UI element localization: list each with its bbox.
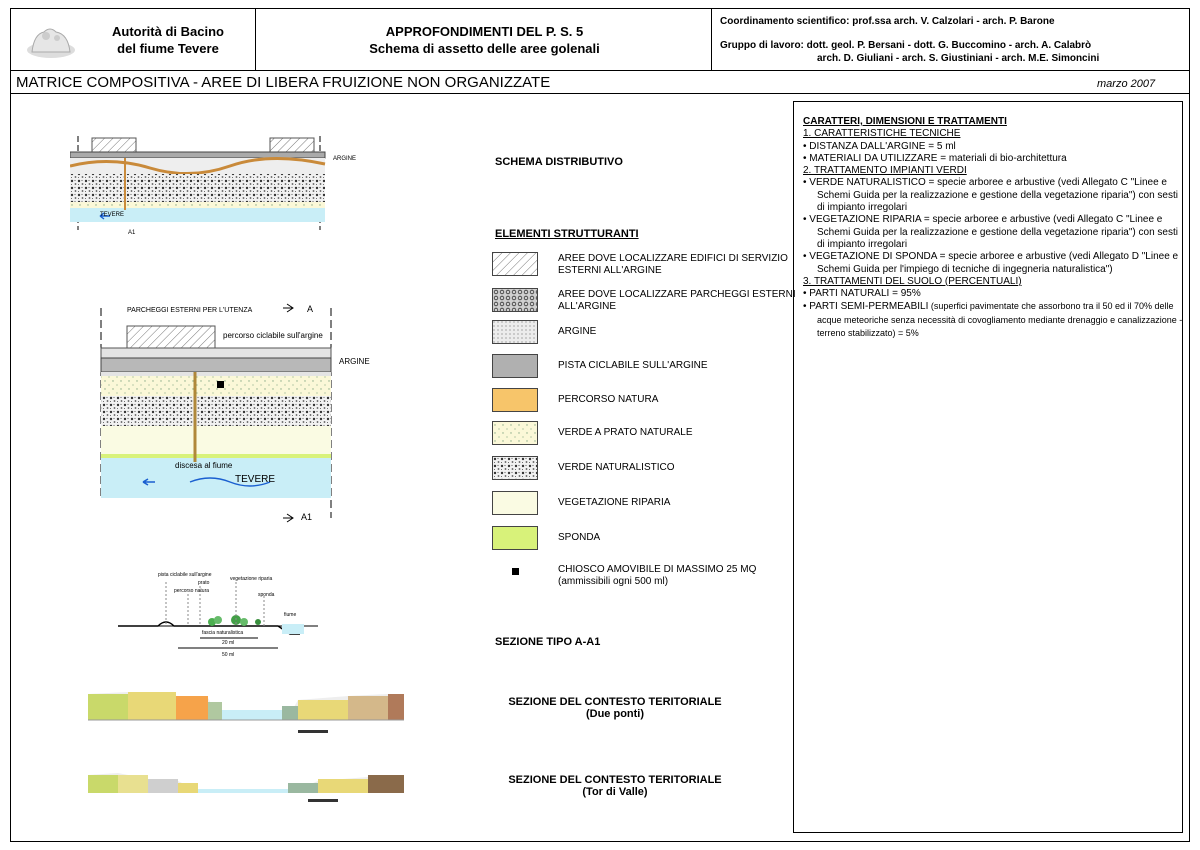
header-divider [255,9,256,71]
sec-dim1-label: 20 ml [222,640,235,646]
sec-vegetazione-label: vegetazione riparia [230,576,273,582]
legend-label: CHIOSCO AMOVIBILE DI MASSIMO 25 MQ (ammissibili ogni 500 ml) [558,564,757,587]
sec-fiume-label: fiume [284,612,297,618]
header-divider [711,9,712,71]
legend-swatch [492,320,538,344]
elementi-strutturanti-title: ELEMENTI STRUTTURANTI [495,228,639,240]
coordination-credit: Coordinamento scientifico: prof.ssa arch. V. Calzolari - arch. P. Barone [720,16,1055,27]
legend-label: AREE DOVE LOCALIZZARE PARCHEGGI ESTERNI ALL'ARGINE [558,289,796,312]
main-tevere-label: TEVERE [235,474,276,485]
section3-item-natural: • PARTI NATURALI = 95% [803,288,1183,300]
authority-line2: del fiume Tevere [117,41,219,56]
legend-label: PISTA CICLABILE SULL'ARGINE [558,360,708,371]
legend-swatch [492,288,538,312]
section1-heading: 1. CARATTERISTICHE TECNICHE [803,128,961,140]
header-rule [10,70,1190,71]
doc-title-line2: Schema di assetto delle aree golenali [369,41,600,56]
bullet-item: • DISTANZA DALL'ARGINE = 5 ml [803,141,1183,153]
main-a1-label: A1 [301,512,313,522]
sec-fascia-label: fascia naturalistica [202,630,244,636]
sezione-tipo-title: SEZIONE TIPO A-A1 [495,636,601,648]
main-argine-label: ARGINE [339,357,370,366]
sezione-tipo-diagram [118,568,318,663]
contesto2-title-line: SEZIONE DEL CONTESTO TERITORIALE [508,774,722,786]
section2-list [803,177,1183,275]
schema-distributivo-title: SCHEMA DISTRIBUTIVO [495,156,623,168]
doc-title [262,23,707,57]
main-discesa-label: discesa al fiume [175,461,233,470]
document-date: marzo 2007 [1097,78,1156,90]
bullet-item: • VERDE NATURALISTICO = specie arboree e arbustive (vedi Allegato C "Linee e Schemi Guida per la realizzazione e gestione della vegetazione riparia") con sesti di impianto irregolari [803,177,1183,214]
legend-label: VEGETAZIONE RIPARIA [558,497,671,508]
legend-label: SPONDA [558,532,601,543]
work-group-line1: Gruppo di lavoro: dott. geol. P. Bersani - dott. G. Buccomino - arch. A. Calabrò [720,40,1092,51]
top-argine-label: ARGINE [333,156,357,162]
sec-prato-label: prato [198,580,210,586]
contesto1-subtitle: (Due ponti) [585,708,645,720]
legend-swatch [512,568,519,575]
characteristics-panel [803,116,1183,340]
sec-pista-label: pista ciclabile sull'argine [158,572,212,578]
subheader-rule [10,93,1190,94]
legend-swatch [492,526,538,550]
authority-line1: Autorità di Bacino [112,24,224,39]
legend-swatch [492,354,538,378]
sec-sponda-label: sponda [258,592,275,598]
bullet-item: • MATERIALI DA UTILIZZARE = materiali di bio-architettura [803,153,1183,165]
doc-title-line1: APPROFONDIMENTI DEL P. S. 5 [385,24,584,39]
contesto-due-ponti-title [495,696,735,720]
bullet-item: • VEGETAZIONE RIPARIA = specie arboree e arbustive (vedi Allegato C "Linee e Schemi Guida per la realizzazione e gestione della vegetazione riparia") con sesti di impianto irregolari [803,214,1183,251]
bullet-item: • VEGETAZIONE DI SPONDA = specie arboree e arbustive (vedi Allegato D "Linee e Schemi Guida per l'impiego di tecniche di ingegneria naturalistica") [803,251,1183,276]
contesto-due-ponti-diagram [88,680,408,740]
main-schema-diagram [95,298,395,528]
legend-swatch [492,456,538,480]
top-a1-label: A1 [128,230,136,236]
semipermeable-label: PARTI SEMI-PERMEABILI [809,301,929,313]
main-percorso-label: percorso ciclabile sull'argine [223,331,323,340]
matrix-title: MATRICE COMPOSITIVA - AREE DI LIBERA FRUIZIONE NON ORGANIZZATE [16,74,551,91]
legend-swatch [492,388,538,412]
section1-list [803,141,1183,166]
contesto-tor-di-valle-diagram [88,765,408,810]
top-tevere-label: TEVERE [100,212,125,218]
legend-swatch [492,252,538,276]
authority-name [88,23,248,57]
contesto-tor-di-valle-title [495,774,735,798]
schema-distributivo-diagram [70,130,370,240]
section2-heading: 2. TRATTAMENTO IMPIANTI VERDI [803,165,967,177]
main-parcheggi-label: PARCHEGGI ESTERNI PER L'UTENZA [127,307,253,314]
legend-label: VERDE NATURALISTICO [558,462,675,473]
legend-label: AREE DOVE LOCALIZZARE EDIFICI DI SERVIZIO ESTERNI ALL'ARGINE [558,253,788,276]
legend-label: VERDE A PRATO NATURALE [558,427,693,438]
legend-swatch [492,421,538,445]
legend-label: PERCORSO NATURA [558,394,659,405]
semipermeable-detail: (superfici pavimentate che assorbono tra il 50 ed il 70% delle acque meteoriche senza necessità di covogliamento mediante drenaggio e canalizzazione - terreno stabilizzato) = 5% [817,301,1183,339]
legend-swatch [492,491,538,515]
contesto1-title-line: SEZIONE DEL CONTESTO TERITORIALE [508,696,722,708]
authority-logo [24,20,78,60]
characteristics-heading: CARATTERI, DIMENSIONI E TRATTAMENTI [803,116,1007,127]
work-group-line2: arch. D. Giuliani - arch. S. Giustiniani - arch. M.E. Simoncini [817,53,1100,64]
legend-label: ARGINE [558,326,597,337]
section3-item-semipermeable [803,300,1183,340]
section3-heading: 3. TRATTAMENTI DEL SUOLO (PERCENTUALI) [803,275,1022,287]
main-a-label: A [307,304,314,314]
sec-dim2-label: 50 ml [222,652,235,658]
sec-percorso-label: percorso natura [174,588,210,594]
contesto2-subtitle: (Tor di Valle) [582,786,648,798]
